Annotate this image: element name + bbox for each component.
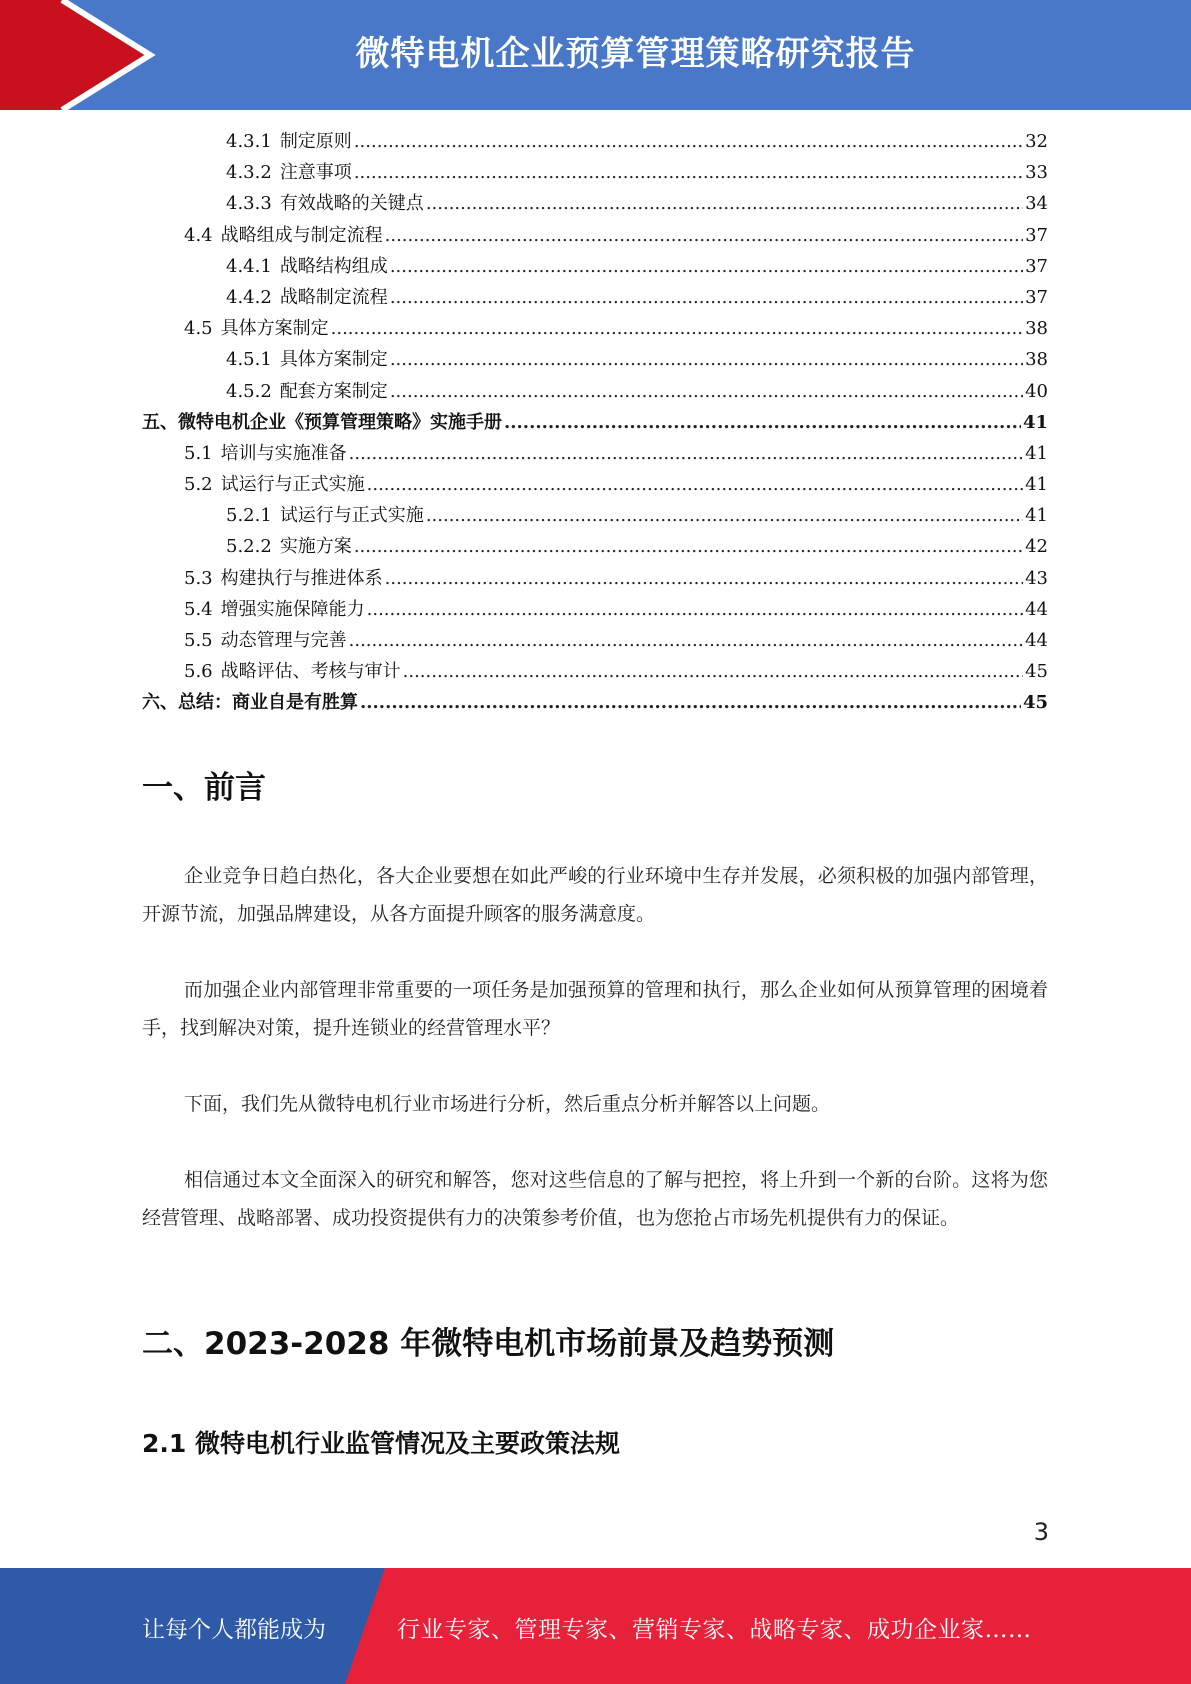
preface-paragraph-3: 下面，我们先从微特电机行业市场进行分析，然后重点分析并解答以上问题。 (184, 1093, 831, 1115)
toc-entry[interactable] (142, 564, 1048, 595)
toc-entry-number: 5.2.1 (226, 505, 272, 527)
toc-entry-number: 4.4.1 (226, 255, 272, 277)
toc-entry[interactable] (142, 221, 1048, 252)
toc-entry-title: 战略组成与制定流程 (220, 224, 383, 246)
toc-entry-page: 45 (1025, 661, 1048, 683)
toc-entry-title: 制定原则 (279, 131, 352, 152)
toc-entry-title: 动态管理与完善 (220, 630, 347, 651)
toc-entry-title: 战略结构组成 (279, 255, 388, 277)
toc-dot-leader (390, 256, 1023, 277)
toc-dot-leader (331, 318, 1023, 339)
toc-entry-title: 具体方案制定 (220, 318, 329, 340)
toc-entry[interactable] (142, 688, 1048, 719)
toc-dot-leader (349, 443, 1023, 464)
toc-entry-number: 4.4 (184, 224, 213, 246)
toc-entry[interactable] (142, 252, 1048, 283)
toc-dot-leader (354, 536, 1023, 557)
toc-entry-number: 4.5 (184, 318, 213, 340)
toc-entry-page: 41 (1025, 505, 1048, 527)
toc-entry-title: 试运行与正式实施 (220, 474, 365, 496)
toc-entry-title: 有效战略的关键点 (279, 193, 424, 215)
toc-entry-title: 五、微特电机企业《预算管理策略》实施手册 (142, 411, 502, 433)
toc-entry[interactable] (142, 345, 1048, 376)
toc-entry[interactable] (142, 470, 1048, 501)
toc-entry[interactable] (142, 595, 1048, 626)
toc-dot-leader (367, 599, 1023, 620)
toc-entry-page: 38 (1025, 318, 1048, 340)
toc-entry-page: 33 (1025, 162, 1048, 184)
toc-entry[interactable] (142, 501, 1048, 532)
toc-entry[interactable] (142, 158, 1048, 189)
toc-entry[interactable] (142, 657, 1048, 688)
section-heading-market-outlook: 二、2023-2028 年微特电机市场前景及趋势预测 (142, 1326, 835, 1362)
toc-entry-title: 构建执行与推进体系 (220, 567, 383, 589)
toc-entry-page: 43 (1025, 567, 1048, 589)
toc-entry-title: 培训与实施准备 (220, 442, 347, 464)
toc-entry[interactable] (142, 127, 1048, 158)
toc-entry-page: 38 (1025, 349, 1048, 371)
toc-entry-title: 实施方案 (279, 536, 352, 558)
preface-paragraph-2: 而加强企业内部管理非常重要的一项任务是加强预算的管理和执行，那么企业如何从预算管理的困境着手，找到解决对策，提升连锁业的经营管理水平？ (142, 979, 1048, 1039)
toc-entry-title: 战略制定流程 (279, 286, 388, 308)
toc-entry-page: 40 (1025, 380, 1048, 402)
toc-entry-number: 5.4 (184, 598, 213, 620)
toc-dot-leader (403, 661, 1023, 682)
toc-entry-number: 5.2.2 (226, 536, 272, 558)
table-of-contents (142, 127, 1048, 720)
footer-slogan-right: 行业专家、管理专家、营销专家、战略专家、成功企业家…… (397, 1617, 1032, 1643)
page-number: 3 (1033, 1518, 1049, 1546)
toc-entry[interactable] (142, 283, 1048, 314)
page-header (0, 0, 1191, 110)
toc-dot-leader (385, 568, 1023, 589)
toc-dot-leader (390, 287, 1023, 308)
toc-dot-leader (504, 412, 1021, 433)
toc-dot-leader (426, 193, 1023, 214)
toc-entry-page: 32 (1025, 131, 1048, 152)
preface-paragraph-1: 企业竞争日趋白热化，各大企业要想在如此严峻的行业环境中生存并发展，必须积极的加强内部管理，开源节流，加强品牌建设，从各方面提升顾客的服务满意度。 (142, 865, 1048, 925)
toc-dot-leader (354, 162, 1023, 183)
toc-entry-page: 44 (1025, 630, 1048, 651)
toc-dot-leader (360, 692, 1021, 713)
toc-entry-number: 4.4.2 (226, 286, 272, 308)
report-title: 微特电机企业预算管理策略研究报告 (355, 34, 916, 74)
toc-entry-number: 4.5.1 (226, 349, 272, 371)
toc-entry-title: 注意事项 (279, 162, 352, 184)
toc-entry-title: 配套方案制定 (279, 380, 388, 402)
toc-entry-title: 增强实施保障能力 (220, 598, 365, 620)
toc-entry[interactable] (142, 314, 1048, 345)
section-heading-preface: 一、前言 (142, 770, 266, 806)
toc-entry-page: 44 (1025, 598, 1048, 620)
toc-entry[interactable] (142, 532, 1048, 563)
toc-entry-page: 37 (1025, 255, 1048, 277)
toc-entry-number: 4.3.2 (226, 162, 272, 184)
toc-entry[interactable] (142, 408, 1048, 439)
toc-entry-title: 具体方案制定 (279, 349, 388, 371)
footer-slogan-left: 让每个人都能成为 (142, 1617, 326, 1643)
toc-entry-number: 5.2 (184, 474, 213, 496)
toc-entry-page: 42 (1025, 536, 1048, 558)
toc-entry[interactable] (142, 439, 1048, 470)
toc-entry-page: 45 (1022, 692, 1048, 714)
toc-entry-title: 试运行与正式实施 (279, 505, 424, 527)
toc-dot-leader (385, 225, 1023, 246)
toc-entry-number: 4.3.3 (226, 193, 272, 215)
toc-entry-page: 41 (1025, 474, 1048, 496)
toc-entry-number: 5.5 (184, 630, 213, 651)
toc-entry-page: 41 (1022, 411, 1048, 433)
page-footer (0, 1568, 1191, 1684)
subsection-heading-regulation: 2.1 微特电机行业监管情况及主要政策法规 (142, 1429, 620, 1458)
toc-dot-leader (354, 131, 1023, 152)
toc-entry-number: 5.3 (184, 567, 213, 589)
toc-entry-page: 37 (1025, 224, 1048, 246)
toc-entry-number: 5.6 (184, 661, 213, 683)
toc-entry[interactable] (142, 189, 1048, 220)
toc-entry-page: 41 (1025, 442, 1048, 464)
toc-entry[interactable] (142, 626, 1048, 657)
toc-entry-title: 六、总结：商业自是有胜算 (142, 692, 358, 714)
toc-dot-leader (367, 474, 1023, 495)
preface-paragraph-4: 相信通过本文全面深入的研究和解答，您对这些信息的了解与把控，将上升到一个新的台阶。这将为您经营管理、战略部署、成功投资提供有力的决策参考价值，也为您抢占市场先机提供有力的保证。 (142, 1169, 1048, 1229)
toc-entry[interactable] (142, 377, 1048, 408)
toc-entry-number: 5.1 (184, 442, 213, 464)
toc-entry-number: 4.5.2 (226, 380, 272, 402)
toc-entry-page: 37 (1025, 286, 1048, 308)
toc-dot-leader (426, 505, 1023, 526)
toc-dot-leader (390, 381, 1023, 402)
toc-dot-leader (390, 349, 1023, 370)
toc-dot-leader (349, 630, 1023, 651)
header-chevron-graphic (0, 0, 160, 110)
toc-entry-page: 34 (1025, 193, 1048, 215)
toc-entry-number: 4.3.1 (226, 131, 272, 152)
toc-entry-title: 战略评估、考核与审计 (220, 661, 401, 683)
